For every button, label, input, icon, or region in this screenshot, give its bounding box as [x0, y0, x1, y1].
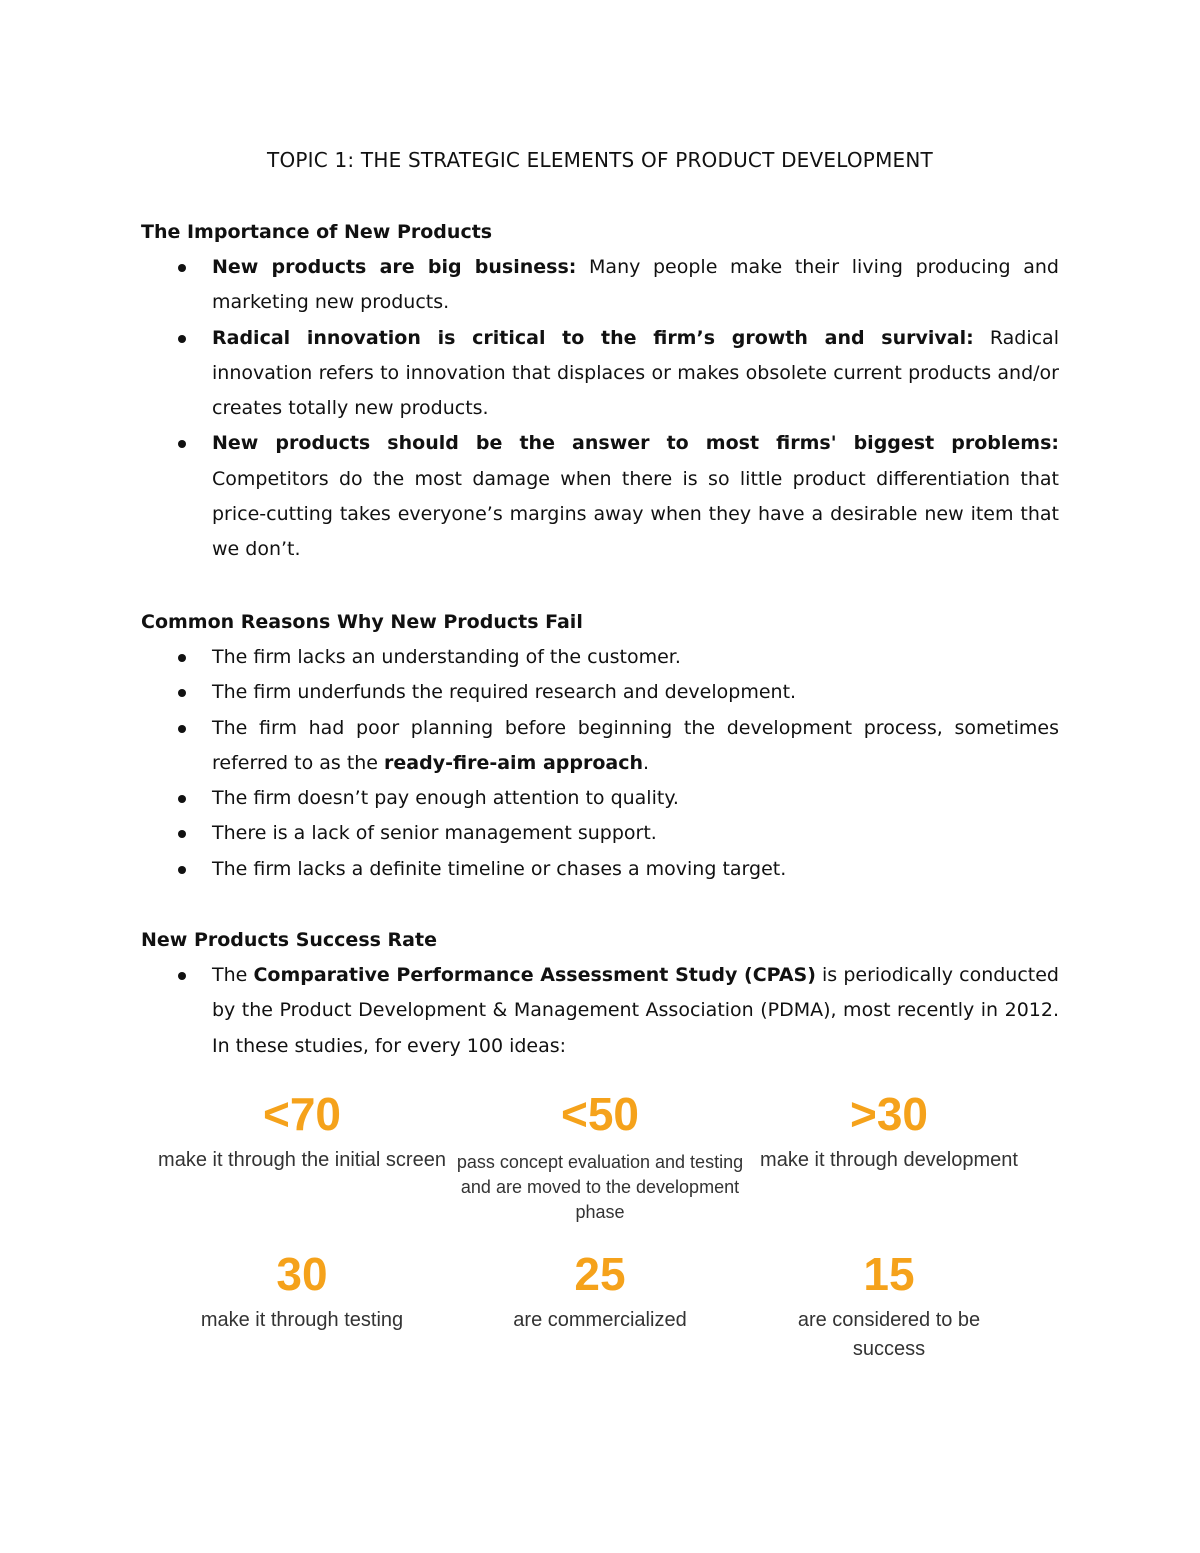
list-item: There is a lack of senior management support. — [141, 816, 1059, 851]
bullet-icon — [178, 725, 186, 733]
section-success-rate — [141, 923, 1059, 1064]
list-item: New products are big business: Many people make their living producing and marketing new products. — [141, 250, 1059, 321]
list-item: New products should be the answer to most firms' biggest problems: Competitors do the most damage when there is so little product differentiation that price-cutting takes everyone’s margins away when they have a desirable new item that we don’t. — [141, 426, 1059, 567]
stat-value: 25 — [574, 1248, 626, 1300]
section-heading: New Products Success Rate — [141, 929, 437, 951]
list-item: The Comparative Performance Assessment Study (CPAS) is periodically conducted by the Product Development & Management Association (PDMA), most recently in 2012. In these studies, for every 100 ideas: — [141, 958, 1059, 1064]
stat-caption: make it through testing — [200, 1309, 404, 1331]
list-item: The firm doesn’t pay enough attention to quality. — [141, 781, 1059, 816]
bullet-icon — [178, 830, 186, 838]
list-item: The firm lacks an understanding of the customer. — [141, 640, 1059, 675]
stat-caption: are commercialized — [513, 1309, 687, 1331]
stat-caption: are considered to be success — [797, 1309, 981, 1360]
page-title: TOPIC 1: THE STRATEGIC ELEMENTS OF PRODUCT DEVELOPMENT — [267, 148, 933, 172]
stat-success — [744, 1248, 1034, 1364]
bullet-icon — [178, 654, 186, 662]
section-fail-reasons — [141, 605, 1059, 887]
importance-list — [141, 250, 1059, 568]
stat-caption: make it through development — [760, 1149, 1018, 1171]
stat-commercialized — [455, 1248, 745, 1335]
section-importance — [141, 215, 1059, 568]
success-rate-list — [141, 958, 1059, 1064]
section-heading: The Importance of New Products — [141, 221, 493, 243]
bullet-icon — [178, 264, 186, 272]
bullet-icon — [178, 795, 186, 803]
bullet-icon — [178, 335, 186, 343]
fail-reasons-list — [141, 640, 1059, 887]
list-item: The firm underfunds the required research and development. — [141, 675, 1059, 710]
stat-caption: pass concept evaluation and testing and are moved to the development phase — [456, 1152, 744, 1222]
stat-value: 15 — [863, 1248, 915, 1300]
bullet-icon — [178, 972, 186, 980]
stat-concept-evaluation — [455, 1088, 745, 1225]
stat-value: >30 — [849, 1088, 929, 1140]
section-heading: Common Reasons Why New Products Fail — [141, 611, 583, 633]
stat-testing — [157, 1248, 447, 1335]
bullet-icon — [178, 440, 186, 448]
stat-development — [744, 1088, 1034, 1175]
bullet-icon — [178, 689, 186, 697]
list-item: The firm had poor planning before beginning the development process, sometimes referred to as the ready-fire-aim approach. — [141, 711, 1059, 782]
stat-value: <70 — [262, 1088, 342, 1140]
stat-initial-screen — [157, 1088, 447, 1175]
stat-caption: make it through the initial screen — [158, 1149, 446, 1171]
list-item: The firm lacks a definite timeline or chases a moving target. — [141, 852, 1059, 887]
list-item: Radical innovation is critical to the firm’s growth and survival: Radical innovation refers to innovation that displaces or makes obsolete current products and/or creates totally new products. — [141, 321, 1059, 427]
bullet-icon — [178, 866, 186, 874]
stat-value: 30 — [276, 1248, 328, 1300]
stat-value: <50 — [560, 1088, 640, 1140]
